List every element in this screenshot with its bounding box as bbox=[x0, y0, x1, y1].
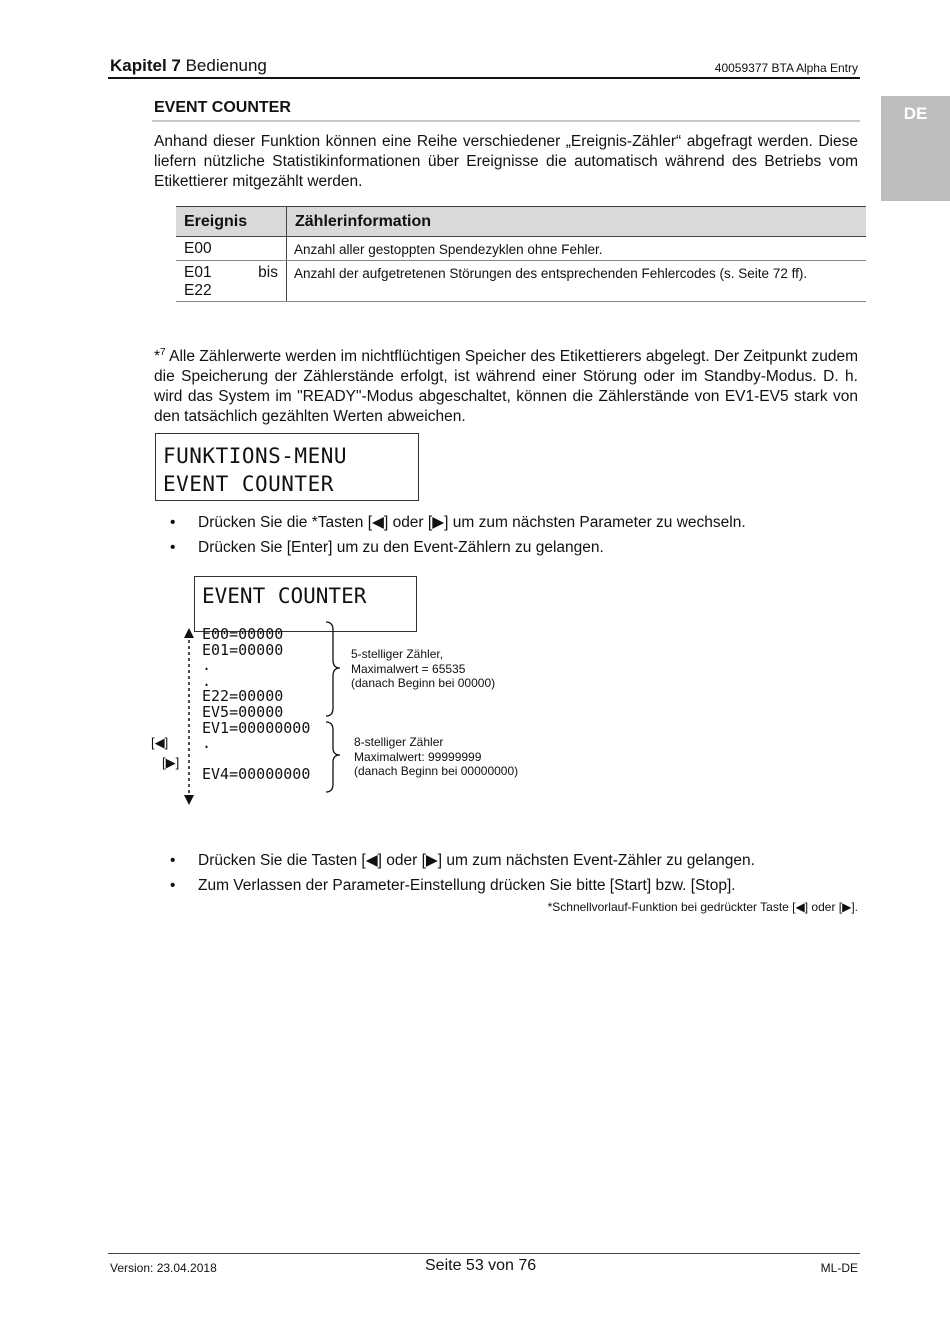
counter-value: E00=00000 bbox=[202, 625, 284, 643]
eight-digit-note bbox=[354, 735, 518, 779]
five-digit-note bbox=[351, 647, 495, 691]
table-header-info: Zählerinformation bbox=[287, 207, 867, 237]
table-row bbox=[176, 237, 866, 261]
language-tab: DE bbox=[881, 96, 950, 201]
lcd-display-menu bbox=[155, 433, 419, 501]
event-cell: E00 bbox=[176, 237, 287, 261]
brace-icon bbox=[326, 722, 340, 792]
left-key-label: [◀] bbox=[151, 735, 169, 750]
list-item: • Drücken Sie die *Tasten [◀] oder [▶] um zum nächsten Parameter zu wechseln. bbox=[170, 513, 870, 538]
counter-value: EV1=00000000 bbox=[202, 718, 311, 737]
header-divider bbox=[108, 77, 860, 79]
note-line: 8-stelliger Zähler bbox=[354, 735, 444, 749]
footer-divider bbox=[108, 1253, 860, 1254]
note-text: Alle Zählerwerte werden im nichtflüchtigen Speicher des Etikettierers abgelegt. Der Zeitpunkt zudem die Speicherung der Zählerstände erfolgt, ist während einer Störung oder im Standby-Modus. D. h. wird das System im "READY"-Modus abgeschaltet, können die Zählerstände von EV1-EV5 stark von den tatsächlich gezählten Werten abweichen. bbox=[154, 348, 858, 426]
lcd-line: EVENT COUNTER bbox=[202, 584, 367, 608]
chapter-heading bbox=[110, 56, 267, 76]
page-number: Seite 53 von 76 bbox=[425, 1257, 537, 1274]
counter-note bbox=[154, 343, 858, 427]
lcd-line: FUNKTIONS-MENU bbox=[163, 444, 348, 468]
table-row bbox=[176, 261, 866, 302]
event-start: E01 bbox=[184, 264, 212, 281]
note-marker: * bbox=[154, 348, 161, 366]
counter-value: . bbox=[202, 656, 212, 675]
counter-value: . bbox=[202, 734, 212, 753]
info-cell: Anzahl der aufgetretenen Störungen des entsprechenden Fehlercodes (s. Seite 72 ff). bbox=[287, 261, 867, 302]
event-table bbox=[176, 206, 866, 302]
table-header-row bbox=[176, 207, 866, 237]
event-range-word: bis bbox=[258, 264, 278, 281]
counter-value: E22=00000 bbox=[202, 687, 284, 706]
note-superscript: 7 bbox=[160, 347, 166, 358]
lcd-line: EVENT COUNTER bbox=[163, 472, 334, 496]
list-item: • Zum Verlassen der Parameter-Einstellung drücken Sie bitte [Start] bzw. [Stop]. bbox=[170, 876, 870, 901]
right-key-label: [▶] bbox=[162, 755, 180, 770]
chapter-number: Kapitel 7 bbox=[110, 56, 181, 75]
table-header-event: Ereignis bbox=[176, 207, 287, 237]
event-end: E22 bbox=[184, 282, 212, 299]
language-code: ML-DE bbox=[820, 1261, 858, 1275]
note-line: (danach Beginn bei 00000) bbox=[351, 676, 496, 690]
section-title: EVENT COUNTER bbox=[154, 99, 291, 116]
counter-value: EV4=00000000 bbox=[202, 765, 311, 784]
section-divider bbox=[152, 120, 860, 122]
arrow-up-icon bbox=[184, 628, 194, 638]
chapter-name: Bedienung bbox=[185, 56, 267, 75]
note-line: 5-stelliger Zähler, bbox=[351, 647, 444, 661]
counter-value: E01=00000 bbox=[202, 640, 284, 659]
fast-forward-footnote: *Schnellvorlauf-Funktion bei gedrückter Taste [◀] oder [▶]. bbox=[547, 900, 858, 914]
note-line: Maximalwert = 65535 bbox=[351, 661, 466, 676]
list-item: • Drücken Sie [Enter] um zu den Event-Zählern zu gelangen. bbox=[170, 538, 870, 563]
instruction-list bbox=[170, 513, 870, 563]
info-cell: Anzahl aller gestoppten Spendezyklen ohne Fehler. bbox=[287, 237, 867, 261]
note-line: (danach Beginn bei 00000000) bbox=[354, 764, 519, 778]
arrow-down-icon bbox=[184, 795, 194, 805]
list-item: • Drücken Sie die Tasten [◀] oder [▶] um zum nächsten Event-Zähler zu gelangen. bbox=[170, 851, 870, 876]
brace-icon bbox=[326, 622, 340, 716]
instruction-list bbox=[170, 851, 870, 901]
version-label: Version: 23.04.2018 bbox=[110, 1261, 217, 1275]
document-id: 40059377 BTA Alpha Entry bbox=[714, 61, 858, 75]
intro-paragraph: Anhand dieser Funktion können eine Reihe verschiedener „Ereignis-Zähler“ abgefragt werden. Diese liefern nützliche Statistikinformationen über Ereignisse die automatisch während des Betriebs vom Etikettierer mitgezählt werden. bbox=[154, 133, 858, 190]
counter-value: EV5=00000 bbox=[202, 702, 284, 721]
counter-value: . bbox=[202, 671, 212, 690]
event-cell bbox=[176, 261, 287, 302]
counter-list bbox=[202, 627, 310, 783]
note-line: Maximalwert: 99999999 bbox=[354, 749, 482, 764]
